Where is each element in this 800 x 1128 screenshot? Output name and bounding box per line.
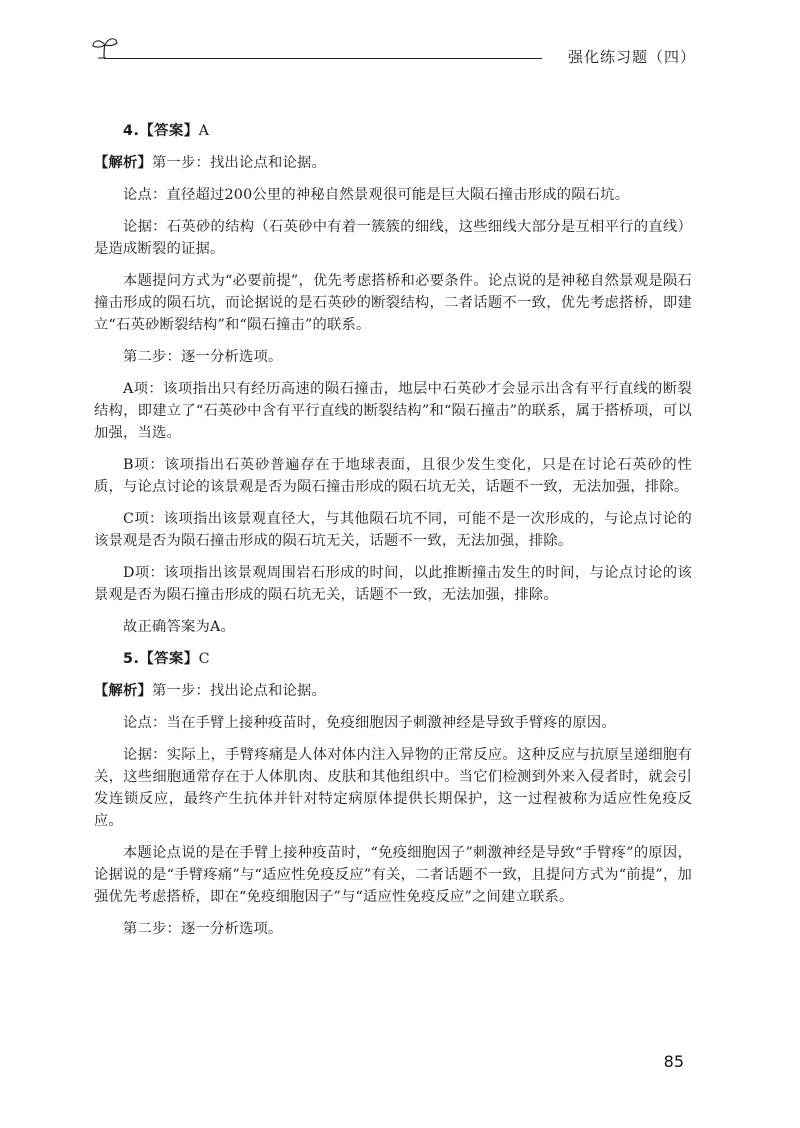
q5-analysis-line <box>94 680 692 702</box>
q4-claim: 论点：直径超过200公里的神秘自然景观很可能是巨大陨石撞击形成的陨石坑。 <box>123 187 630 203</box>
q4-step2: 第二步：逐一分析选项。 <box>123 349 283 365</box>
q4-answer-label: 4.【答案】 <box>123 123 199 139</box>
page-body <box>94 120 692 950</box>
q5-method: 本题论点说的是在手臂上接种疫苗时，“免疫细胞因子”刺激神经是导致“手臂疼”的原因，论据说的是“手臂疼痛”与“适应性免疫反应”有关，二者话题不一致，且提问方式为“前提”，加强优先考虑搭桥，即在“免疫细胞因子”与“适应性免疫反应”之间建立联系。 <box>94 845 692 905</box>
q4-option-a: A项：该项指出只有经历高速的陨石撞击，地层中石英砂才会显示出含有平行直线的断裂结构，即建立了“石英砂中含有平行直线的断裂结构”和“陨石撞击”的联系，属于搭桥项，可以加强，当选。 <box>94 381 692 441</box>
q5-claim: 论点：当在手臂上接种疫苗时，免疫细胞因子刺激神经是导致手臂疼的原因。 <box>123 715 616 731</box>
running-header <box>90 32 700 66</box>
q4-option-d: D项：该项指出该景观周围岩石形成的时间，以此推断撞击发生的时间，与论点讨论的该景观是否为陨石撞击形成的陨石坑无关，话题不一致，无法加强，排除。 <box>94 565 692 603</box>
q4-analysis-tag: 【解析】 <box>94 155 152 171</box>
q5-step1: 第一步：找出论点和论据。 <box>152 683 326 699</box>
q5-answer-value: C <box>198 651 210 667</box>
q4-option-c: C项：该项指出该景观直径大，与其他陨石坑不同，可能不是一次形成的，与论点讨论的该景观是否为陨石撞击形成的陨石坑无关，话题不一致，无法加强，排除。 <box>94 511 692 549</box>
q5-answer-line <box>94 648 692 670</box>
q4-method: 本题提问方式为“必要前提”，优先考虑搭桥和必要条件。论点说的是神秘自然景观是陨石撞击形成的陨石坑，而论据说的是石英砂的断裂结构，二者话题不一致，优先考虑搭桥，即建立“石英砂断裂结构”和“陨石撞击”的联系。 <box>94 273 692 333</box>
q4-option-b: B项：该项指出石英砂普遍存在于地球表面，且很少发生变化，只是在讨论石英砂的性质，与论点讨论的该景观是否为陨石撞击形成的陨石坑无关，话题不一致，无法加强，排除。 <box>94 457 692 495</box>
q4-analysis-line <box>94 152 692 174</box>
q5-step2: 第二步：逐一分析选项。 <box>123 921 283 937</box>
q5-evidence: 论据：实际上，手臂疼痛是人体对体内注入异物的正常反应。这种反应与抗原呈递细胞有关，这些细胞通常存在于人体肌肉、皮肤和其他组织中。当它们检测到外来入侵者时，就会引发连锁反应，最终产生抗体并针对特定病原体提供长期保护，这一过程被称为适应性免疫反应。 <box>94 747 692 829</box>
page-number: 85 <box>663 1052 684 1071</box>
q4-step1: 第一步：找出论点和论据。 <box>152 155 326 171</box>
q5-analysis-tag: 【解析】 <box>94 683 152 699</box>
q5-answer-label: 5.【答案】 <box>123 651 199 667</box>
q4-evidence: 论据：石英砂的结构（石英砂中有着一簇簇的细线，这些细线大部分是互相平行的直线）是造成断裂的证据。 <box>94 219 692 257</box>
header-rule <box>104 58 542 59</box>
section-title: 强化练习题（四） <box>567 48 696 66</box>
q4-answer-value: A <box>198 123 210 139</box>
q4-conclusion: 故正确答案为A。 <box>123 619 236 635</box>
sprout-icon <box>90 32 120 66</box>
q4-answer-line <box>94 120 692 142</box>
